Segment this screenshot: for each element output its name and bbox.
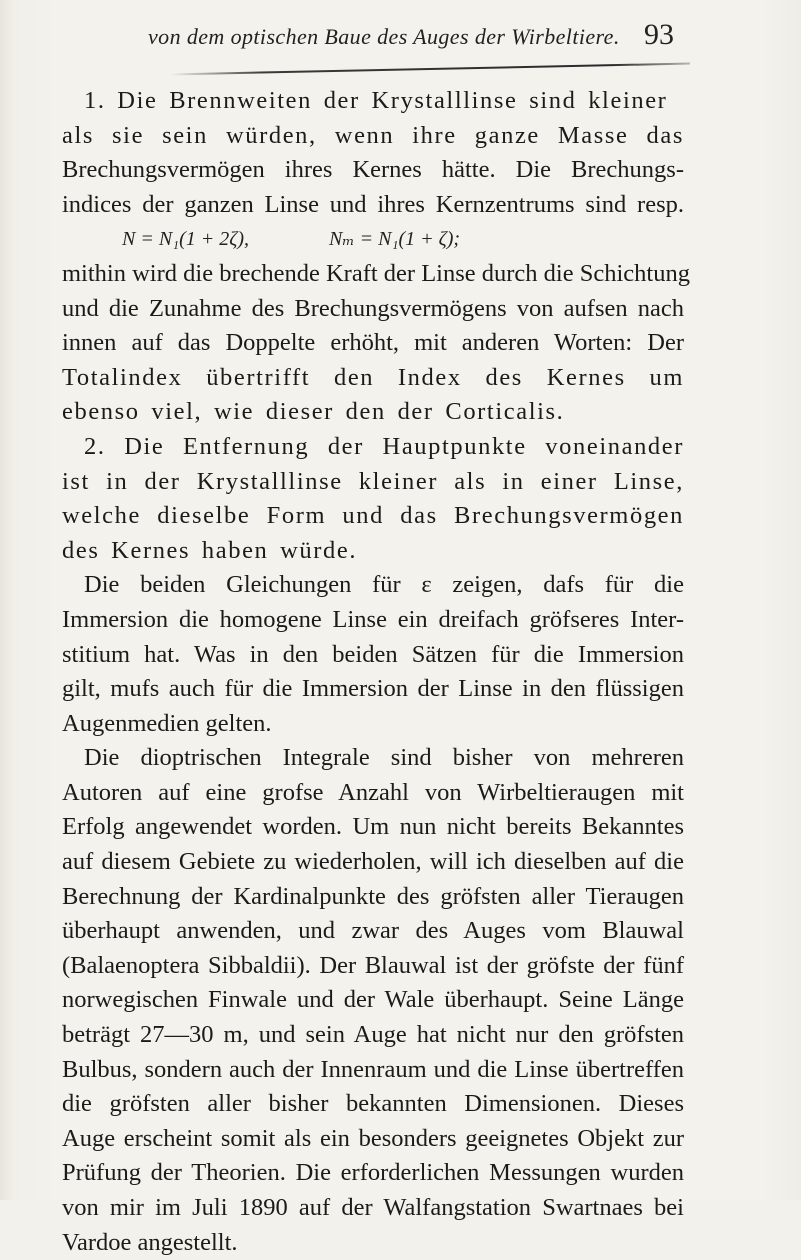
text-line: überhaupt anwenden, und zwar des Auges vom Blauwal <box>62 917 684 945</box>
text-line: Berechnung der Kardinalpunkte des gröfsten aller Tieraugen <box>62 882 684 910</box>
text-line: Augenmedien gelten. <box>62 709 272 737</box>
running-head: von dem optischen Baue des Auges der Wirbeltiere. <box>148 24 620 49</box>
text-line: von mir im Juli 1890 auf der Walfangstation Swartnaes bei <box>62 1194 684 1221</box>
text-line: Totalindex übertrifft den Index des Kernes um <box>62 363 684 391</box>
page-header <box>148 14 708 60</box>
text-line: als sie sein würden, wenn ihre ganze Masse das <box>62 121 684 149</box>
formula-total-index: N = N₁(1 + 2ζ), <box>122 228 250 251</box>
text-line: gilt, mufs auch für die Immersion der Linse in den flüssigen <box>62 675 684 703</box>
text-line: Immersion die homogene Linse ein dreifach gröfseres Inter- <box>62 605 684 633</box>
body-text <box>62 84 690 1260</box>
text-line: beträgt 27—30 m, und sein Auge hat nicht nur den gröfsten <box>62 1021 684 1049</box>
text-line: stitium hat. Was in den beiden Sätzen für die Immersion <box>62 640 684 668</box>
text-line: ist in der Krystalllinse kleiner als in einer Linse, <box>62 467 684 495</box>
text-line: Autoren auf eine grofse Anzahl von Wirbeltieraugen mit <box>62 778 684 806</box>
text-line: norwegischen Finwale und der Wale überhaupt. Seine Länge <box>62 986 684 1014</box>
text-line: Brechungsvermögen ihres Kernes hätte. Die Brechungs- <box>62 156 684 184</box>
text-line: Die beiden Gleichungen für ε zeigen, dafs für die <box>84 571 684 599</box>
text-line: mithin wird die brechende Kraft der Linse durch die Schichtung <box>62 259 690 287</box>
header-rule <box>170 63 690 76</box>
text-line: Vardoe angestellt. <box>62 1228 238 1256</box>
page-number: 93 <box>644 18 674 51</box>
text-line: Auge erscheint somit als ein besonders geeignetes Objekt zur <box>62 1124 684 1152</box>
text-line: Erfolg angewendet worden. Um nun nicht bereits Bekanntes <box>62 813 684 841</box>
text-line: indices der ganzen Linse und ihres Kernzentrums sind resp. <box>62 190 684 218</box>
text-line: und die Zunahme des Brechungsvermögens von aufsen nach <box>62 294 684 322</box>
text-line: Bulbus, sondern auch der Innenraum und die Linse übertreffen <box>62 1055 684 1083</box>
text-line: 2. Die Entfernung der Hauptpunkte voneinander <box>84 432 684 460</box>
text-line: auf diesem Gebiete zu wiederholen, will ich dieselben auf die <box>62 848 684 876</box>
text-line: Prüfung der Theorien. Die erforderlichen Messungen wurden <box>62 1159 684 1187</box>
text-line: des Kernes haben würde. <box>62 536 358 564</box>
formula-core-index: Nₘ = N₁(1 + ζ); <box>329 228 461 251</box>
text-line: die gröfsten aller bisher bekannten Dimensionen. Dieses <box>62 1090 684 1118</box>
text-line: Die dioptrischen Integrale sind bisher von mehreren <box>84 744 684 772</box>
text-line: ebenso viel, wie dieser den der Corticalis. <box>62 398 565 426</box>
text-line: 1. Die Brennweiten der Krystalllinse sind kleiner <box>84 87 668 114</box>
text-line: innen auf das Doppelte erhöht, mit anderen Worten: Der <box>62 329 684 357</box>
text-line: (Balaenoptera Sibbaldii). Der Blauwal ist der gröfste der fünf <box>62 951 684 979</box>
text-line: welche dieselbe Form und das Brechungsvermögen <box>62 502 684 530</box>
formula-line <box>62 222 684 257</box>
